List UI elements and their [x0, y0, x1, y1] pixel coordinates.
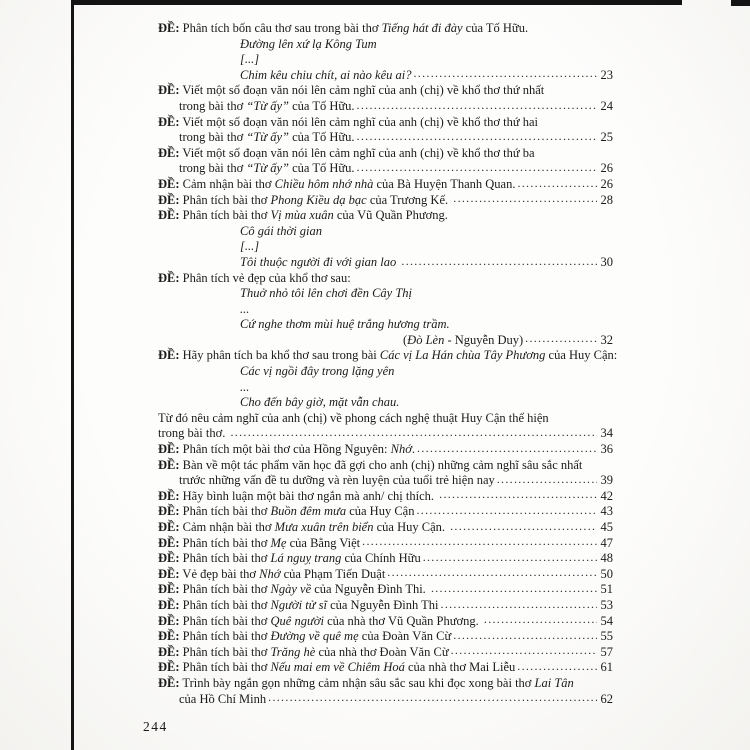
toc-work-title: Lá nguỵ trang: [270, 551, 342, 566]
toc-line: [158, 208, 613, 224]
toc-work-title: Cô gái thời gian: [240, 223, 323, 238]
toc-line: [158, 348, 618, 364]
toc-line: [158, 364, 613, 380]
toc-text-segment: trong bài thơ: [179, 98, 247, 113]
toc-entry-label: ĐỀ:: [158, 348, 180, 363]
toc-line-text: [158, 193, 451, 208]
toc-page-ref: 34: [600, 426, 613, 441]
toc-line-text: [158, 614, 482, 629]
toc-text-segment: (: [403, 332, 408, 347]
toc-page-ref: 26: [600, 161, 613, 176]
toc-line-text: [158, 177, 515, 192]
toc-page-ref: 43: [600, 504, 613, 519]
toc-work-title: Vị mùa xuân: [270, 208, 334, 223]
toc-entry-label: ĐỀ:: [158, 488, 180, 503]
toc-entry-label: ĐỀ:: [158, 551, 180, 566]
toc-line: [158, 193, 613, 209]
dot-leader: [360, 536, 596, 552]
toc-line-text: [403, 333, 523, 348]
toc-page-ref: 26: [600, 176, 613, 191]
toc-line-text: [158, 146, 535, 161]
toc-page-ref: 47: [600, 535, 613, 550]
toc-work-title: Các vị ngồi đây trong lặng yên: [240, 364, 395, 379]
toc-work-title: Mưa xuân trên biển: [274, 520, 374, 534]
dot-leader: [414, 504, 596, 520]
toc-work-title: Mẹ: [270, 535, 287, 550]
toc-entry-label: ĐỀ:: [158, 660, 180, 675]
toc-line-text: [240, 37, 377, 52]
toc-line: [158, 395, 613, 411]
toc-work-title: Nếu mai em về Chiêm Hoá: [270, 660, 405, 675]
toc-text-segment: Phân tích bài thơ: [179, 504, 271, 519]
toc-line-text: [158, 598, 439, 613]
toc-work-title: Phong Kiều dạ bạc: [270, 192, 367, 207]
toc-line-text: [158, 536, 360, 551]
toc-work-title: ...: [240, 301, 250, 316]
toc-work-title: Nhớ: [390, 442, 412, 457]
toc-text-segment: trước những vấn đề tu dưỡng và rèn luyện của tuổi trẻ hiện nay: [179, 473, 495, 488]
toc-line: [158, 676, 613, 692]
toc-text-segment: - Nguyễn Duy): [444, 332, 524, 347]
toc-text-segment: của Nguyễn Đình Thi.: [311, 582, 429, 597]
toc-line-text: [240, 239, 259, 254]
toc-text-segment: của Huy Cận: [346, 504, 415, 519]
dot-leader: [355, 130, 597, 146]
toc-page-ref: 25: [600, 130, 613, 145]
toc-work-title: Chim kêu chiu chít, ai nào kêu ai?: [240, 67, 412, 82]
toc-text-segment: của Tố Hữu.: [462, 21, 529, 35]
dot-leader: [266, 692, 596, 708]
toc-text-segment: của nhà thơ Vũ Quần Phương.: [323, 613, 482, 628]
toc-line-text: [158, 348, 617, 363]
toc-work-title: [...]: [240, 239, 260, 254]
toc-text-segment: của Tố Hữu.: [288, 161, 355, 176]
toc-text-segment: Viết một số đoạn văn nói lên cảm nghĩ của anh (chị) về khổ thơ thứ nhất: [179, 83, 545, 98]
toc-line: [158, 551, 613, 567]
toc-page-ref: 50: [600, 566, 613, 581]
toc-work-title: Quê người: [270, 613, 324, 628]
toc-work-title: Các vị La Hán chùa Tây Phương: [379, 348, 546, 363]
toc-line-text: [240, 68, 412, 83]
toc-text-segment: của Bằng Việt: [286, 535, 361, 550]
toc-entry-label: ĐỀ:: [158, 114, 180, 129]
toc-line-text: [179, 692, 266, 707]
dot-leader: [412, 68, 597, 84]
toc-page-ref: 57: [600, 644, 613, 659]
toc-text-segment: Phân tích bài thơ: [179, 582, 271, 597]
toc-entry-label: ĐỀ:: [158, 520, 180, 534]
page-top-border-rule: [71, 0, 682, 5]
toc-text-segment: Viết một số đoạn văn nói lên cảm nghĩ của anh (chị) về khổ thơ thứ ba: [179, 145, 535, 160]
toc-line-text: [158, 115, 538, 130]
dot-leader: [515, 177, 596, 193]
dot-leader: [451, 629, 596, 645]
toc-line: [158, 614, 613, 630]
toc-text-segment: Từ đó nêu cảm nghĩ của anh (chị) về phong cách nghệ thuật Huy Cận thể hiện: [158, 410, 549, 425]
toc-line-text: [158, 442, 415, 457]
toc-work-title: “Từ ấy”: [246, 161, 289, 176]
dot-leader: [355, 161, 597, 177]
toc-line: [158, 302, 613, 318]
toc-line: [158, 83, 613, 99]
toc-line-text: [240, 224, 322, 239]
toc-line-text: [158, 504, 414, 519]
toc-page-ref: 62: [600, 691, 613, 706]
toc-entry-label: ĐỀ:: [158, 504, 180, 519]
toc-line-text: [240, 380, 249, 395]
toc-work-title: Người tử sĩ: [270, 597, 327, 612]
toc-text-segment: Trình bày ngắn gọn những cảm nhận sâu sắc sau khi đọc xong bài thơ: [179, 675, 535, 690]
toc-page-ref: 45: [600, 520, 613, 534]
toc-entry-label: ĐỀ:: [158, 270, 180, 285]
toc-page-ref: 28: [600, 192, 613, 207]
toc-text-segment: của Bà Huyện Thanh Quan.: [373, 176, 516, 191]
toc-text-segment: của Huy Cận.: [373, 520, 449, 534]
toc-text-segment: của Đoàn Văn Cừ: [358, 629, 452, 644]
toc-text-segment: Cảm nhận bài thơ: [179, 176, 275, 191]
toc-text-segment: của Huy Cận:: [545, 348, 618, 363]
toc-text-segment: Phân tích vẻ đẹp của khổ thơ sau:: [179, 270, 351, 285]
toc-entry-label: ĐỀ:: [158, 535, 180, 550]
toc-line-text: [158, 426, 229, 441]
toc-text-segment: của nhà thơ Đoàn Văn Cừ: [315, 644, 449, 659]
dot-leader: [448, 520, 596, 536]
toc-line-text: [158, 489, 437, 504]
toc-entry-label: ĐỀ:: [158, 597, 180, 612]
toc-line-text: [158, 21, 528, 36]
toc-line-text: [179, 161, 355, 176]
toc-work-title: “Từ ấy”: [246, 98, 289, 113]
toc-text-segment: của Trương Kế.: [366, 192, 452, 207]
toc-line: [158, 582, 613, 598]
toc-page-ref: 39: [600, 473, 613, 488]
toc-line: [158, 99, 613, 115]
toc-line-text: [158, 271, 351, 286]
toc-page-ref: 61: [600, 660, 613, 675]
toc-page-ref: 32: [600, 332, 613, 347]
toc-line-text: [240, 302, 249, 317]
toc-entry-label: ĐỀ:: [158, 582, 180, 597]
toc-line-text: [158, 582, 429, 597]
toc-line: [158, 333, 613, 349]
toc-text-segment: của nhà thơ Mai Liễu: [404, 660, 516, 675]
toc-work-title: Tôi thuộc người đi với gian lao: [240, 254, 400, 269]
toc-line: [158, 426, 613, 442]
toc-page-ref: 54: [600, 613, 613, 628]
toc-text-segment: Phân tích bài thơ: [179, 551, 271, 566]
toc-line-text: [158, 411, 549, 426]
toc-page-ref: 30: [600, 254, 613, 269]
toc-page-ref: 53: [600, 597, 613, 612]
toc-line-text: [158, 83, 544, 98]
toc-line: [158, 146, 613, 162]
toc-work-title: Trăng hè: [270, 644, 316, 659]
toc-line: [158, 21, 613, 37]
toc-line: [158, 520, 613, 536]
toc-line-text: [240, 395, 399, 410]
page-left-border-rule: [71, 0, 74, 750]
toc-line-text: [179, 99, 355, 114]
toc-line-text: [158, 676, 574, 691]
toc-work-title: ...: [240, 379, 250, 394]
toc-text-segment: trong bài thơ: [179, 130, 247, 145]
table-of-contents: [158, 21, 618, 707]
toc-line: [158, 161, 613, 177]
toc-page-ref: 51: [600, 582, 613, 597]
toc-entry-label: ĐỀ:: [158, 176, 180, 191]
toc-line: [158, 458, 613, 474]
toc-line-text: [179, 473, 495, 488]
toc-line-text: [158, 520, 448, 535]
toc-page-ref: 23: [600, 67, 613, 82]
toc-work-title: Đường lên xứ lạ Kông Tum: [240, 36, 377, 51]
page-corner-mark: [731, 0, 750, 6]
toc-text-segment: Bàn về một tác phẩm văn học đã gợi cho anh (chị) những cảm nghĩ sâu sắc nhất: [179, 457, 583, 472]
toc-text-segment: Phân tích bài thơ: [179, 535, 271, 550]
toc-line: [158, 598, 613, 614]
toc-line-text: [158, 551, 421, 566]
toc-line: [158, 473, 613, 489]
toc-entry-label: ĐỀ:: [158, 644, 180, 659]
toc-text-segment: của Vũ Quần Phương.: [333, 208, 448, 223]
dot-leader: [449, 645, 597, 661]
toc-line: [158, 224, 613, 240]
dot-leader: [399, 255, 596, 271]
dot-leader: [355, 99, 597, 115]
toc-text-segment: Cảm nhận bài thơ: [179, 520, 275, 534]
toc-text-segment: của Tố Hữu.: [288, 98, 355, 113]
toc-line: [158, 536, 613, 552]
toc-line: [158, 286, 613, 302]
toc-entry-label: ĐỀ:: [158, 83, 180, 98]
dot-leader: [515, 660, 596, 676]
toc-entry-label: ĐỀ:: [158, 566, 180, 581]
toc-work-title: Nhớ: [259, 566, 281, 581]
toc-work-title: Đường về quê mẹ: [270, 629, 359, 644]
toc-text-segment: Phân tích một bài thơ của Hồng Nguyên:: [179, 442, 391, 457]
toc-text-segment: Phân tích bài thơ: [179, 613, 271, 628]
toc-text-segment: của Chính Hữu: [341, 551, 421, 566]
toc-work-title: Buồn đêm mưa: [270, 504, 347, 519]
toc-text-segment: Phân tích bài thơ: [179, 644, 271, 659]
dot-leader: [451, 193, 596, 209]
toc-line: [158, 255, 613, 271]
toc-text-segment: Hãy phân tích ba khổ thơ sau trong bài: [179, 348, 380, 363]
toc-line: [158, 317, 613, 333]
toc-text-segment: Phân tích bài thơ: [179, 660, 271, 675]
toc-text-segment: .: [411, 442, 416, 457]
toc-line: [158, 442, 613, 458]
toc-line-text: [240, 52, 259, 67]
toc-text-segment: Phân tích bài thơ: [179, 629, 271, 644]
toc-line: [158, 629, 613, 645]
toc-work-title: Ngày về: [270, 582, 312, 597]
toc-line: [158, 68, 613, 84]
toc-line: [158, 37, 613, 53]
toc-line-text: [158, 660, 515, 675]
toc-entry-label: ĐỀ:: [158, 613, 180, 628]
dot-leader: [482, 614, 597, 630]
toc-text-segment: của Phạm Tiến Duật: [280, 566, 386, 581]
dot-leader: [495, 473, 597, 489]
dot-leader: [437, 489, 596, 505]
toc-line: [158, 380, 613, 396]
toc-line-text: [240, 317, 450, 332]
toc-line: [158, 504, 613, 520]
dot-leader: [415, 442, 596, 458]
toc-line-text: [240, 286, 412, 301]
toc-text-segment: Phân tích bài thơ: [179, 192, 271, 207]
toc-entry-label: ĐỀ:: [158, 192, 180, 207]
toc-text-segment: Phân tích bài thơ: [179, 208, 271, 223]
toc-line: [158, 177, 613, 193]
toc-line-text: [158, 458, 582, 473]
toc-line: [158, 239, 613, 255]
toc-text-segment: Phân tích bài thơ: [179, 597, 271, 612]
toc-line: [158, 130, 613, 146]
toc-line: [158, 567, 613, 583]
toc-text-segment: của Nguyễn Đình Thi: [326, 597, 439, 612]
toc-entry-label: ĐỀ:: [158, 675, 180, 690]
toc-work-title: Tiếng hát đi đày: [381, 21, 463, 35]
toc-page-ref: 24: [600, 98, 613, 113]
dot-leader: [229, 426, 597, 442]
toc-entry-label: ĐỀ:: [158, 629, 180, 644]
toc-page-ref: 48: [600, 551, 613, 566]
toc-text-segment: của Hồ Chí Minh: [179, 691, 267, 706]
toc-work-title: Cho đến bây giờ, mặt vẫn chau.: [240, 395, 400, 410]
toc-page-ref: 42: [600, 488, 613, 503]
toc-line: [158, 52, 613, 68]
toc-line: [158, 115, 613, 131]
dot-leader: [439, 598, 597, 614]
toc-entry-label: ĐỀ:: [158, 442, 180, 457]
toc-entry-label: ĐỀ:: [158, 21, 180, 35]
toc-text-segment: của Tố Hữu.: [288, 130, 355, 145]
toc-line-text: [158, 629, 451, 644]
toc-line: [158, 645, 613, 661]
toc-text-segment: Viết một số đoạn văn nói lên cảm nghĩ của anh (chị) về khổ thơ thứ hai: [179, 114, 539, 129]
toc-entry-label: ĐỀ:: [158, 457, 180, 472]
toc-line: [158, 271, 613, 287]
toc-line-text: [179, 130, 355, 145]
dot-leader: [421, 551, 597, 567]
toc-page-ref: 55: [600, 629, 613, 644]
dot-leader: [385, 567, 596, 583]
toc-line: [158, 489, 613, 505]
toc-line-text: [158, 645, 449, 660]
toc-line: [158, 660, 613, 676]
toc-line-text: [240, 255, 399, 270]
toc-work-title: Lai Tân: [534, 675, 574, 690]
dot-leader: [429, 582, 597, 598]
toc-text-segment: Vẻ đẹp bài thơ: [179, 566, 260, 581]
toc-line: [158, 411, 613, 427]
page-number: 244: [143, 719, 168, 734]
toc-line-text: [240, 364, 394, 379]
toc-text-segment: trong bài thơ: [179, 161, 247, 176]
toc-work-title: Cứ nghe thơm mùi huệ trắng hương trầm.: [240, 317, 450, 332]
toc-work-title: [...]: [240, 52, 260, 67]
dot-leader: [523, 333, 596, 349]
toc-work-title: Đò Lèn: [407, 332, 445, 347]
toc-line: [158, 692, 613, 708]
toc-work-title: Chiều hôm nhớ nhà: [274, 176, 374, 191]
toc-text-segment: Hãy bình luận một bài thơ ngắn mà anh/ chị thích.: [179, 488, 438, 503]
toc-entry-label: ĐỀ:: [158, 145, 180, 160]
toc-text-segment: Phân tích bốn câu thơ sau trong bài thơ: [179, 21, 382, 35]
toc-text-segment: trong bài thơ.: [158, 426, 229, 441]
toc-line-text: [158, 567, 385, 582]
toc-line-text: [158, 208, 448, 223]
toc-work-title: Thuở nhỏ tôi lên chơi đền Cây Thị: [240, 286, 413, 301]
toc-entry-label: ĐỀ:: [158, 208, 180, 223]
toc-work-title: “Từ ấy”: [246, 130, 289, 145]
toc-page-ref: 36: [600, 442, 613, 457]
